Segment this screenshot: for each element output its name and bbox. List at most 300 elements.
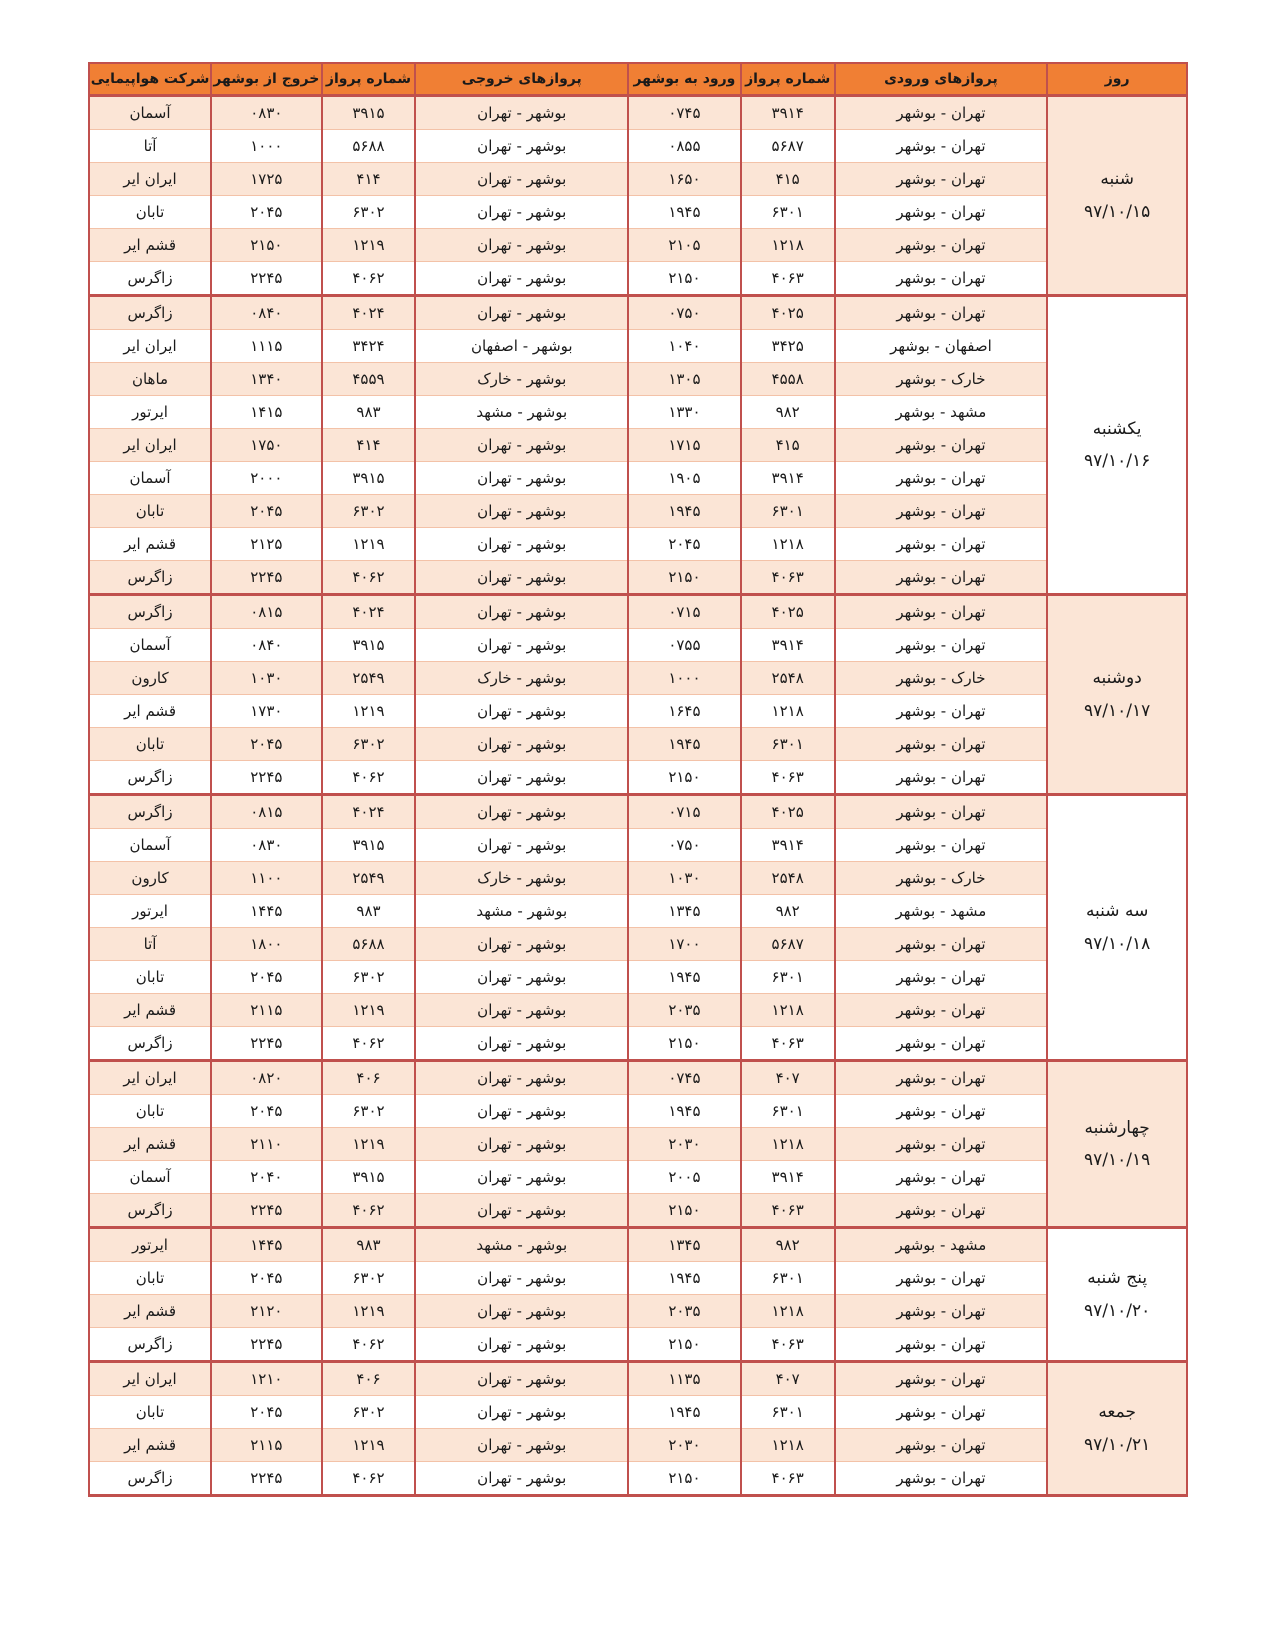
departure-flight-number-cell: ۶۳۰۲ bbox=[322, 196, 416, 229]
arrival-time-cell: ۰۷۱۵ bbox=[628, 595, 741, 629]
arrival-route-cell: تهران - بوشهر bbox=[835, 1128, 1048, 1161]
airline-cell: زاگرس bbox=[89, 1462, 211, 1496]
table-row bbox=[89, 695, 1187, 728]
departure-route-cell: بوشهر - تهران bbox=[415, 429, 628, 462]
airline-cell: زاگرس bbox=[89, 1027, 211, 1061]
table-row bbox=[89, 196, 1187, 229]
day-date: ۹۷/۱۰/۱۵ bbox=[1084, 201, 1151, 222]
table-row bbox=[89, 1396, 1187, 1429]
arrival-flight-number-cell: ۱۲۱۸ bbox=[741, 229, 835, 262]
arrival-time-cell: ۱۹۴۵ bbox=[628, 961, 741, 994]
day-name: سه شنبه bbox=[1085, 901, 1149, 922]
departure-route-cell: بوشهر - تهران bbox=[415, 695, 628, 728]
table-row bbox=[89, 495, 1187, 528]
arrival-route-cell: تهران - بوشهر bbox=[835, 795, 1048, 829]
departure-flight-number-cell: ۴۰۶۲ bbox=[322, 1462, 416, 1496]
departure-route-cell: بوشهر - اصفهان bbox=[415, 330, 628, 363]
arrival-flight-number-cell: ۱۲۱۸ bbox=[741, 1295, 835, 1328]
departure-time-cell: ۲۰۰۰ bbox=[211, 462, 322, 495]
departure-flight-number-cell: ۱۲۱۹ bbox=[322, 1295, 416, 1328]
departure-route-cell: بوشهر - تهران bbox=[415, 1396, 628, 1429]
arrival-route-cell: تهران - بوشهر bbox=[835, 561, 1048, 595]
airline-cell: تابان bbox=[89, 1095, 211, 1128]
header-row bbox=[89, 63, 1187, 96]
airline-cell: آتا bbox=[89, 928, 211, 961]
airline-cell: زاگرس bbox=[89, 761, 211, 795]
table-row bbox=[89, 363, 1187, 396]
arrival-flight-number-cell: ۴۰۶۳ bbox=[741, 262, 835, 296]
departure-route-cell: بوشهر - تهران bbox=[415, 528, 628, 561]
departure-time-cell: ۲۰۴۰ bbox=[211, 1161, 322, 1194]
departure-route-cell: بوشهر - تهران bbox=[415, 96, 628, 130]
arrival-time-cell: ۰۷۴۵ bbox=[628, 1061, 741, 1095]
arrival-flight-number-cell: ۶۳۰۱ bbox=[741, 1262, 835, 1295]
arrival-time-cell: ۱۹۰۵ bbox=[628, 462, 741, 495]
departure-time-cell: ۲۲۴۵ bbox=[211, 262, 322, 296]
arrival-route-cell: تهران - بوشهر bbox=[835, 1328, 1048, 1362]
departure-route-cell: بوشهر - تهران bbox=[415, 163, 628, 196]
arrival-flight-number-cell: ۴۰۶۳ bbox=[741, 1462, 835, 1496]
arrival-route-cell: تهران - بوشهر bbox=[835, 429, 1048, 462]
table-row bbox=[89, 96, 1187, 130]
table-row bbox=[89, 130, 1187, 163]
departure-route-cell: بوشهر - تهران bbox=[415, 795, 628, 829]
table-row bbox=[89, 561, 1187, 595]
airline-cell: زاگرس bbox=[89, 262, 211, 296]
departure-time-cell: ۲۰۴۵ bbox=[211, 196, 322, 229]
arrival-route-cell: مشهد - بوشهر bbox=[835, 1228, 1048, 1262]
arrival-time-cell: ۱۷۰۰ bbox=[628, 928, 741, 961]
arrival-route-cell: تهران - بوشهر bbox=[835, 1161, 1048, 1194]
arrival-flight-number-cell: ۳۹۱۴ bbox=[741, 1161, 835, 1194]
departure-route-cell: بوشهر - تهران bbox=[415, 262, 628, 296]
departure-flight-number-cell: ۲۵۴۹ bbox=[322, 662, 416, 695]
arrival-time-cell: ۱۹۴۵ bbox=[628, 1396, 741, 1429]
table-row bbox=[89, 1328, 1187, 1362]
arrival-route-cell: تهران - بوشهر bbox=[835, 196, 1048, 229]
airline-cell: آسمان bbox=[89, 829, 211, 862]
arrival-route-cell: اصفهان - بوشهر bbox=[835, 330, 1048, 363]
departure-time-cell: ۲۱۱۵ bbox=[211, 994, 322, 1027]
arrival-flight-number-cell: ۴۰۲۵ bbox=[741, 795, 835, 829]
airline-cell: ایران ایر bbox=[89, 330, 211, 363]
arrival-route-cell: تهران - بوشهر bbox=[835, 928, 1048, 961]
arrival-time-cell: ۲۰۳۰ bbox=[628, 1429, 741, 1462]
departure-flight-number-cell: ۶۳۰۲ bbox=[322, 1396, 416, 1429]
day-cell bbox=[1047, 96, 1187, 296]
table-row bbox=[89, 396, 1187, 429]
departure-route-cell: بوشهر - تهران bbox=[415, 495, 628, 528]
departure-route-cell: بوشهر - تهران bbox=[415, 1295, 628, 1328]
table-row bbox=[89, 330, 1187, 363]
arrival-route-cell: تهران - بوشهر bbox=[835, 994, 1048, 1027]
departure-flight-number-cell: ۱۲۱۹ bbox=[322, 528, 416, 561]
arrival-route-cell: تهران - بوشهر bbox=[835, 96, 1048, 130]
departure-flight-number-cell: ۴۰۶۲ bbox=[322, 561, 416, 595]
airline-cell: زاگرس bbox=[89, 1194, 211, 1228]
departure-flight-number-cell: ۹۸۳ bbox=[322, 1228, 416, 1262]
departure-time-cell: ۲۱۵۰ bbox=[211, 229, 322, 262]
departure-flight-number-cell: ۴۰۶۲ bbox=[322, 262, 416, 296]
departure-route-cell: بوشهر - تهران bbox=[415, 1362, 628, 1396]
departure-time-cell: ۰۸۱۵ bbox=[211, 595, 322, 629]
arrival-time-cell: ۲۰۰۵ bbox=[628, 1161, 741, 1194]
departure-flight-number-cell: ۴۰۶ bbox=[322, 1061, 416, 1095]
arrival-route-cell: تهران - بوشهر bbox=[835, 1429, 1048, 1462]
airline-cell: تابان bbox=[89, 1396, 211, 1429]
day-cell bbox=[1047, 296, 1187, 595]
arrival-route-cell: تهران - بوشهر bbox=[835, 1027, 1048, 1061]
departure-flight-number-cell: ۹۸۳ bbox=[322, 396, 416, 429]
departure-time-cell: ۲۰۴۵ bbox=[211, 961, 322, 994]
arrival-flight-number-cell: ۳۹۱۴ bbox=[741, 96, 835, 130]
airline-cell: قشم ایر bbox=[89, 1128, 211, 1161]
departure-route-cell: بوشهر - تهران bbox=[415, 961, 628, 994]
departure-flight-number-cell: ۶۳۰۲ bbox=[322, 1262, 416, 1295]
departure-flight-number-cell: ۶۳۰۲ bbox=[322, 495, 416, 528]
arrival-flight-number-cell: ۱۲۱۸ bbox=[741, 1429, 835, 1462]
arrival-flight-number-cell: ۱۲۱۸ bbox=[741, 695, 835, 728]
departure-time-cell: ۲۲۴۵ bbox=[211, 761, 322, 795]
table-row bbox=[89, 1295, 1187, 1328]
departure-time-cell: ۲۲۴۵ bbox=[211, 1462, 322, 1496]
arrival-flight-number-cell: ۲۵۴۸ bbox=[741, 862, 835, 895]
arrival-time-cell: ۲۱۵۰ bbox=[628, 761, 741, 795]
arrival-flight-number-cell: ۴۰۶۳ bbox=[741, 561, 835, 595]
day-cell bbox=[1047, 795, 1187, 1061]
arrival-flight-number-cell: ۱۲۱۸ bbox=[741, 994, 835, 1027]
arrival-route-cell: خارک - بوشهر bbox=[835, 862, 1048, 895]
header-arrival-flight-number: شماره پرواز bbox=[741, 63, 835, 96]
departure-route-cell: بوشهر - تهران bbox=[415, 1462, 628, 1496]
departure-route-cell: بوشهر - تهران bbox=[415, 462, 628, 495]
arrival-flight-number-cell: ۱۲۱۸ bbox=[741, 528, 835, 561]
departure-flight-number-cell: ۱۲۱۹ bbox=[322, 994, 416, 1027]
day-date: ۹۷/۱۰/۱۶ bbox=[1084, 451, 1151, 471]
departure-time-cell: ۰۸۴۰ bbox=[211, 629, 322, 662]
table-row bbox=[89, 462, 1187, 495]
departure-route-cell: بوشهر - تهران bbox=[415, 1061, 628, 1095]
airline-cell: آسمان bbox=[89, 629, 211, 662]
arrival-flight-number-cell: ۶۳۰۱ bbox=[741, 1095, 835, 1128]
arrival-flight-number-cell: ۱۲۱۸ bbox=[741, 1128, 835, 1161]
arrival-route-cell: تهران - بوشهر bbox=[835, 262, 1048, 296]
airline-cell: قشم ایر bbox=[89, 229, 211, 262]
arrival-flight-number-cell: ۵۶۸۷ bbox=[741, 130, 835, 163]
arrival-route-cell: تهران - بوشهر bbox=[835, 961, 1048, 994]
arrival-route-cell: تهران - بوشهر bbox=[835, 695, 1048, 728]
table-row bbox=[89, 994, 1187, 1027]
airline-cell: تابان bbox=[89, 196, 211, 229]
departure-route-cell: بوشهر - تهران bbox=[415, 629, 628, 662]
day-name: جمعه bbox=[1098, 1402, 1136, 1423]
airline-cell: زاگرس bbox=[89, 795, 211, 829]
header-airline: شرکت هواپیمایی bbox=[89, 63, 211, 96]
arrival-time-cell: ۲۰۳۵ bbox=[628, 1295, 741, 1328]
departure-flight-number-cell: ۱۲۱۹ bbox=[322, 1128, 416, 1161]
arrival-route-cell: تهران - بوشهر bbox=[835, 728, 1048, 761]
header-departure-flight-number: شماره پرواز bbox=[322, 63, 416, 96]
table-row bbox=[89, 528, 1187, 561]
airline-cell: تابان bbox=[89, 961, 211, 994]
departure-route-cell: بوشهر - تهران bbox=[415, 994, 628, 1027]
departure-flight-number-cell: ۴۰۲۴ bbox=[322, 595, 416, 629]
arrival-route-cell: تهران - بوشهر bbox=[835, 495, 1048, 528]
airline-cell: ماهان bbox=[89, 363, 211, 396]
table-row bbox=[89, 262, 1187, 296]
airline-cell: ایران ایر bbox=[89, 1061, 211, 1095]
day-cell bbox=[1047, 1061, 1187, 1228]
table-row bbox=[89, 895, 1187, 928]
arrival-route-cell: تهران - بوشهر bbox=[835, 296, 1048, 330]
arrival-flight-number-cell: ۶۳۰۱ bbox=[741, 196, 835, 229]
departure-route-cell: بوشهر - تهران bbox=[415, 1128, 628, 1161]
departure-time-cell: ۱۲۱۰ bbox=[211, 1362, 322, 1396]
departure-time-cell: ۱۷۵۰ bbox=[211, 429, 322, 462]
departure-time-cell: ۰۸۴۰ bbox=[211, 296, 322, 330]
departure-time-cell: ۲۲۴۵ bbox=[211, 561, 322, 595]
airline-cell: آسمان bbox=[89, 96, 211, 130]
arrival-time-cell: ۲۱۵۰ bbox=[628, 561, 741, 595]
departure-flight-number-cell: ۴۰۶۲ bbox=[322, 761, 416, 795]
departure-time-cell: ۱۰۰۰ bbox=[211, 130, 322, 163]
departure-time-cell: ۱۳۴۰ bbox=[211, 363, 322, 396]
arrival-route-cell: تهران - بوشهر bbox=[835, 1262, 1048, 1295]
departure-flight-number-cell: ۴۰۶۲ bbox=[322, 1328, 416, 1362]
table-row bbox=[89, 595, 1187, 629]
arrival-flight-number-cell: ۹۸۲ bbox=[741, 895, 835, 928]
departure-flight-number-cell: ۳۹۱۵ bbox=[322, 96, 416, 130]
departure-route-cell: بوشهر - تهران bbox=[415, 595, 628, 629]
departure-flight-number-cell: ۶۳۰۲ bbox=[322, 961, 416, 994]
table-row bbox=[89, 1027, 1187, 1061]
day-cell bbox=[1047, 595, 1187, 795]
header-arrival-route: پروازهای ورودی bbox=[835, 63, 1048, 96]
departure-route-cell: بوشهر - تهران bbox=[415, 761, 628, 795]
arrival-flight-number-cell: ۴۰۲۵ bbox=[741, 296, 835, 330]
departure-route-cell: بوشهر - تهران bbox=[415, 928, 628, 961]
arrival-flight-number-cell: ۴۰۶۳ bbox=[741, 1027, 835, 1061]
arrival-route-cell: تهران - بوشهر bbox=[835, 761, 1048, 795]
arrival-time-cell: ۲۱۵۰ bbox=[628, 262, 741, 296]
header-arrival-time: ورود به بوشهر bbox=[628, 63, 741, 96]
header-departure-time: خروج از بوشهر bbox=[211, 63, 322, 96]
airline-cell: زاگرس bbox=[89, 1328, 211, 1362]
table-row bbox=[89, 229, 1187, 262]
table-row bbox=[89, 1362, 1187, 1396]
departure-flight-number-cell: ۴۰۶۲ bbox=[322, 1194, 416, 1228]
arrival-route-cell: خارک - بوشهر bbox=[835, 363, 1048, 396]
departure-route-cell: بوشهر - خارک bbox=[415, 662, 628, 695]
arrival-route-cell: تهران - بوشهر bbox=[835, 829, 1048, 862]
table-row bbox=[89, 862, 1187, 895]
arrival-time-cell: ۲۱۵۰ bbox=[628, 1194, 741, 1228]
arrival-time-cell: ۱۹۴۵ bbox=[628, 196, 741, 229]
arrival-route-cell: تهران - بوشهر bbox=[835, 1396, 1048, 1429]
departure-time-cell: ۰۸۲۰ bbox=[211, 1061, 322, 1095]
table-row bbox=[89, 795, 1187, 829]
departure-flight-number-cell: ۵۶۸۸ bbox=[322, 928, 416, 961]
arrival-route-cell: تهران - بوشهر bbox=[835, 163, 1048, 196]
departure-route-cell: بوشهر - تهران bbox=[415, 728, 628, 761]
arrival-flight-number-cell: ۴۰۶۳ bbox=[741, 1328, 835, 1362]
arrival-route-cell: تهران - بوشهر bbox=[835, 1362, 1048, 1396]
departure-time-cell: ۲۲۴۵ bbox=[211, 1328, 322, 1362]
departure-time-cell: ۲۲۴۵ bbox=[211, 1194, 322, 1228]
departure-flight-number-cell: ۳۹۱۵ bbox=[322, 462, 416, 495]
table-row bbox=[89, 1161, 1187, 1194]
departure-flight-number-cell: ۳۹۱۵ bbox=[322, 1161, 416, 1194]
arrival-time-cell: ۰۷۴۵ bbox=[628, 96, 741, 130]
departure-flight-number-cell: ۵۶۸۸ bbox=[322, 130, 416, 163]
day-cell bbox=[1047, 1228, 1187, 1362]
table-row bbox=[89, 662, 1187, 695]
airline-cell: قشم ایر bbox=[89, 695, 211, 728]
departure-flight-number-cell: ۴۰۶۲ bbox=[322, 1027, 416, 1061]
airline-cell: ایران ایر bbox=[89, 429, 211, 462]
arrival-flight-number-cell: ۴۱۵ bbox=[741, 429, 835, 462]
arrival-flight-number-cell: ۲۵۴۸ bbox=[741, 662, 835, 695]
arrival-time-cell: ۱۶۴۵ bbox=[628, 695, 741, 728]
airline-cell: آسمان bbox=[89, 462, 211, 495]
arrival-time-cell: ۲۱۰۵ bbox=[628, 229, 741, 262]
arrival-flight-number-cell: ۴۰۲۵ bbox=[741, 595, 835, 629]
departure-time-cell: ۱۰۳۰ bbox=[211, 662, 322, 695]
departure-route-cell: بوشهر - مشهد bbox=[415, 396, 628, 429]
airline-cell: قشم ایر bbox=[89, 1295, 211, 1328]
departure-time-cell: ۲۰۴۵ bbox=[211, 1095, 322, 1128]
arrival-time-cell: ۱۳۳۰ bbox=[628, 396, 741, 429]
departure-route-cell: بوشهر - تهران bbox=[415, 561, 628, 595]
arrival-time-cell: ۲۱۵۰ bbox=[628, 1462, 741, 1496]
day-date: ۹۷/۱۰/۱۸ bbox=[1084, 933, 1151, 954]
schedule-body bbox=[89, 96, 1187, 1496]
arrival-route-cell: مشهد - بوشهر bbox=[835, 396, 1048, 429]
day-date: ۹۷/۱۰/۲۰ bbox=[1084, 1300, 1151, 1321]
table-row bbox=[89, 961, 1187, 994]
table-row bbox=[89, 1061, 1187, 1095]
table-row bbox=[89, 1262, 1187, 1295]
arrival-time-cell: ۱۹۴۵ bbox=[628, 1095, 741, 1128]
airline-cell: زاگرس bbox=[89, 561, 211, 595]
airline-cell: زاگرس bbox=[89, 296, 211, 330]
departure-flight-number-cell: ۱۲۱۹ bbox=[322, 695, 416, 728]
departure-route-cell: بوشهر - مشهد bbox=[415, 1228, 628, 1262]
airline-cell: تابان bbox=[89, 728, 211, 761]
day-name: دوشنبه bbox=[1092, 668, 1142, 689]
departure-flight-number-cell: ۳۹۱۵ bbox=[322, 629, 416, 662]
table-row bbox=[89, 1228, 1187, 1262]
table-row bbox=[89, 728, 1187, 761]
departure-flight-number-cell: ۴۰۶ bbox=[322, 1362, 416, 1396]
departure-time-cell: ۱۴۴۵ bbox=[211, 1228, 322, 1262]
departure-flight-number-cell: ۳۴۲۴ bbox=[322, 330, 416, 363]
arrival-time-cell: ۱۰۴۰ bbox=[628, 330, 741, 363]
arrival-route-cell: مشهد - بوشهر bbox=[835, 895, 1048, 928]
arrival-flight-number-cell: ۹۸۲ bbox=[741, 396, 835, 429]
arrival-flight-number-cell: ۶۳۰۱ bbox=[741, 728, 835, 761]
arrival-flight-number-cell: ۴۰۷ bbox=[741, 1061, 835, 1095]
table-row bbox=[89, 163, 1187, 196]
airline-cell: تابان bbox=[89, 1262, 211, 1295]
departure-time-cell: ۱۱۰۰ bbox=[211, 862, 322, 895]
arrival-time-cell: ۲۰۴۵ bbox=[628, 528, 741, 561]
arrival-flight-number-cell: ۴۱۵ bbox=[741, 163, 835, 196]
arrival-time-cell: ۲۱۵۰ bbox=[628, 1328, 741, 1362]
airline-cell: ایران ایر bbox=[89, 1362, 211, 1396]
arrival-flight-number-cell: ۳۹۱۴ bbox=[741, 629, 835, 662]
airline-cell: ایرتور bbox=[89, 396, 211, 429]
departure-route-cell: بوشهر - تهران bbox=[415, 829, 628, 862]
departure-flight-number-cell: ۳۹۱۵ bbox=[322, 829, 416, 862]
departure-route-cell: بوشهر - تهران bbox=[415, 296, 628, 330]
departure-time-cell: ۱۷۲۵ bbox=[211, 163, 322, 196]
departure-time-cell: ۱۴۱۵ bbox=[211, 396, 322, 429]
departure-time-cell: ۰۸۳۰ bbox=[211, 829, 322, 862]
table-row bbox=[89, 1095, 1187, 1128]
departure-route-cell: بوشهر - تهران bbox=[415, 130, 628, 163]
day-date: ۹۷/۱۰/۱۹ bbox=[1084, 1150, 1151, 1170]
arrival-flight-number-cell: ۳۴۲۵ bbox=[741, 330, 835, 363]
arrival-route-cell: تهران - بوشهر bbox=[835, 528, 1048, 561]
airline-cell: آسمان bbox=[89, 1161, 211, 1194]
day-name: چهارشنبه bbox=[1084, 1117, 1150, 1138]
day-date: ۹۷/۱۰/۲۱ bbox=[1084, 1434, 1151, 1455]
departure-flight-number-cell: ۴۰۲۴ bbox=[322, 795, 416, 829]
arrival-route-cell: تهران - بوشهر bbox=[835, 229, 1048, 262]
arrival-flight-number-cell: ۴۰۶۳ bbox=[741, 1194, 835, 1228]
departure-route-cell: بوشهر - تهران bbox=[415, 1429, 628, 1462]
departure-time-cell: ۲۱۱۰ bbox=[211, 1128, 322, 1161]
arrival-flight-number-cell: ۶۳۰۱ bbox=[741, 961, 835, 994]
arrival-route-cell: تهران - بوشهر bbox=[835, 629, 1048, 662]
arrival-route-cell: تهران - بوشهر bbox=[835, 1462, 1048, 1496]
arrival-route-cell: تهران - بوشهر bbox=[835, 1295, 1048, 1328]
departure-route-cell: بوشهر - مشهد bbox=[415, 895, 628, 928]
table-row bbox=[89, 829, 1187, 862]
departure-flight-number-cell: ۹۸۳ bbox=[322, 895, 416, 928]
arrival-flight-number-cell: ۹۸۲ bbox=[741, 1228, 835, 1262]
departure-time-cell: ۲۱۲۰ bbox=[211, 1295, 322, 1328]
arrival-time-cell: ۰۷۵۰ bbox=[628, 296, 741, 330]
departure-flight-number-cell: ۴۱۴ bbox=[322, 163, 416, 196]
departure-flight-number-cell: ۶۳۰۲ bbox=[322, 1095, 416, 1128]
airline-cell: ایرتور bbox=[89, 1228, 211, 1262]
arrival-route-cell: تهران - بوشهر bbox=[835, 130, 1048, 163]
arrival-flight-number-cell: ۴۰۷ bbox=[741, 1362, 835, 1396]
departure-flight-number-cell: ۶۳۰۲ bbox=[322, 728, 416, 761]
arrival-route-cell: خارک - بوشهر bbox=[835, 662, 1048, 695]
arrival-flight-number-cell: ۵۶۸۷ bbox=[741, 928, 835, 961]
arrival-route-cell: تهران - بوشهر bbox=[835, 1095, 1048, 1128]
airline-cell: ایرتور bbox=[89, 895, 211, 928]
airline-cell: کارون bbox=[89, 862, 211, 895]
departure-time-cell: ۰۸۱۵ bbox=[211, 795, 322, 829]
table-row bbox=[89, 1194, 1187, 1228]
departure-time-cell: ۲۱۱۵ bbox=[211, 1429, 322, 1462]
airline-cell: تابان bbox=[89, 495, 211, 528]
arrival-time-cell: ۱۹۴۵ bbox=[628, 728, 741, 761]
arrival-time-cell: ۲۰۳۵ bbox=[628, 994, 741, 1027]
flight-schedule-table bbox=[88, 62, 1188, 1497]
departure-time-cell: ۱۱۱۵ bbox=[211, 330, 322, 363]
departure-time-cell: ۲۲۴۵ bbox=[211, 1027, 322, 1061]
airline-cell: قشم ایر bbox=[89, 994, 211, 1027]
arrival-flight-number-cell: ۳۹۱۴ bbox=[741, 829, 835, 862]
arrival-flight-number-cell: ۳۹۱۴ bbox=[741, 462, 835, 495]
table-row bbox=[89, 1462, 1187, 1496]
airline-cell: زاگرس bbox=[89, 595, 211, 629]
